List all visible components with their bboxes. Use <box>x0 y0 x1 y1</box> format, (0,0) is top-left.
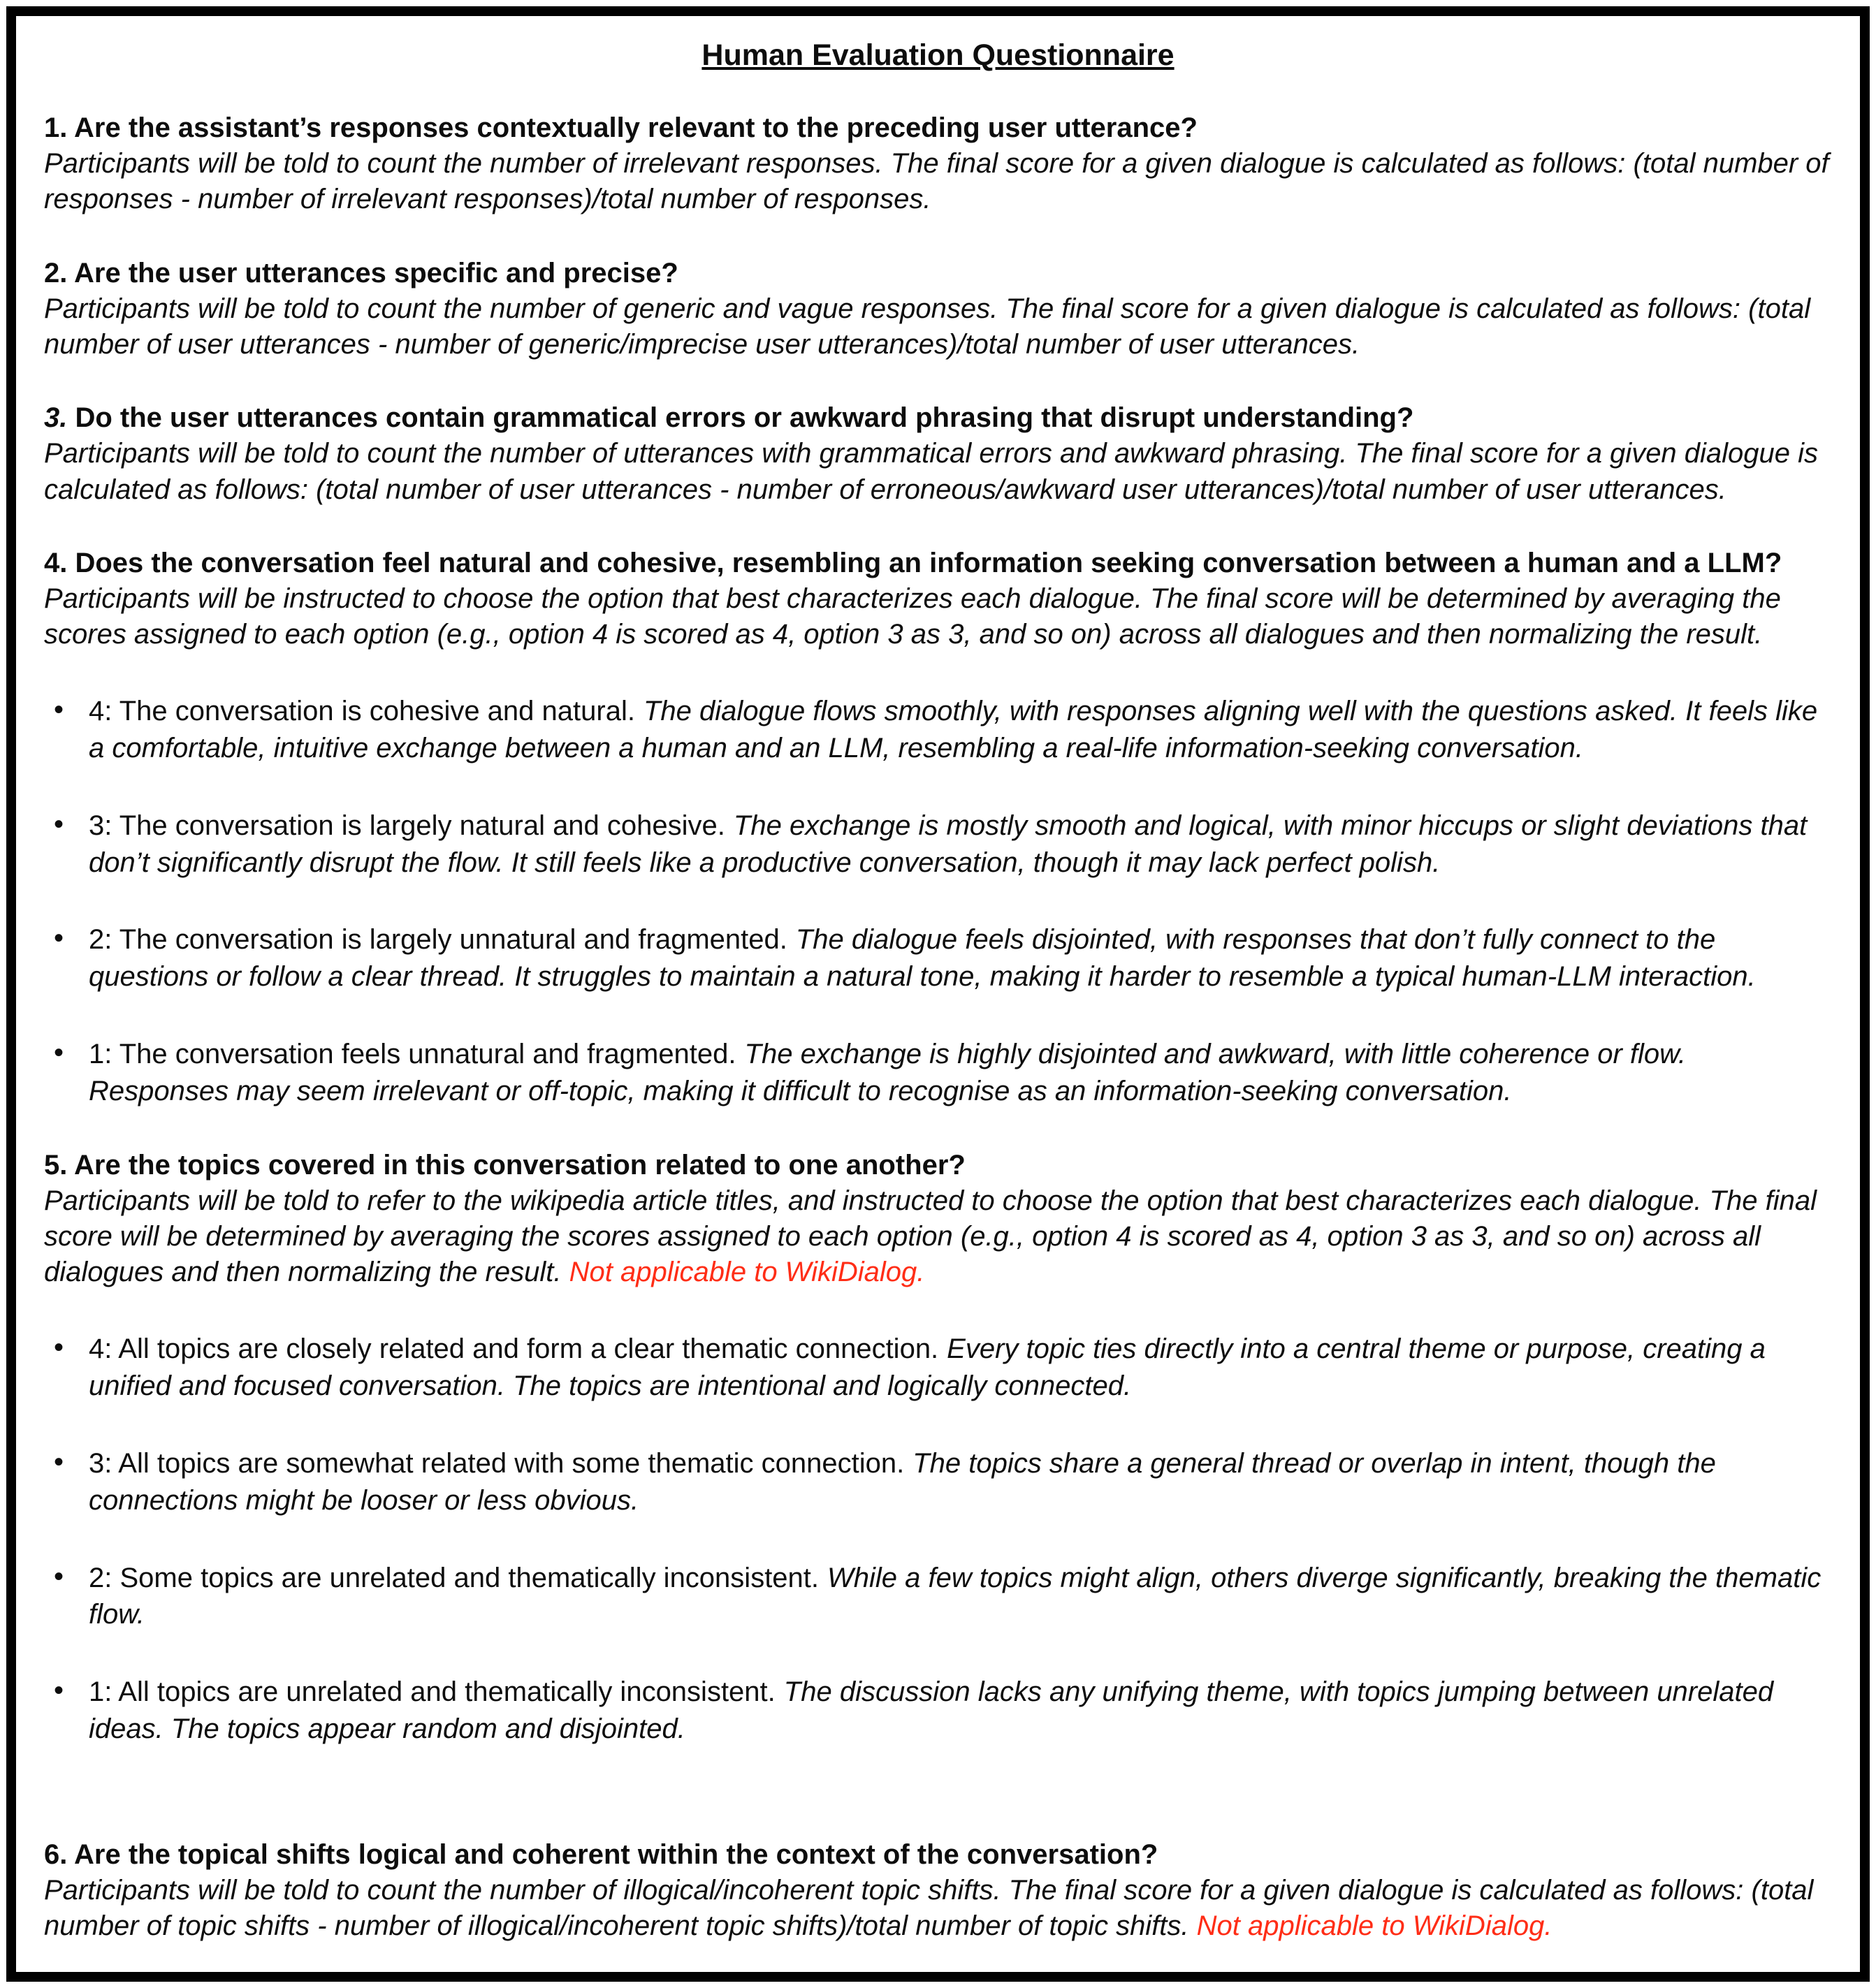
option-4-1 <box>44 1036 1832 1110</box>
option-label: 4: The conversation is cohesive and natural. <box>89 696 635 727</box>
question-4 <box>44 546 1832 1110</box>
question-5 <box>44 1148 1832 1748</box>
option-5-4 <box>44 1331 1832 1405</box>
option-detail: The topics share a general thread or overlap in intent, though the connections might be looser or less obvious. <box>89 1447 1716 1516</box>
not-applicable-note: Not applicable to WikiDialog. <box>569 1257 925 1288</box>
option-detail: Every topic ties directly into a central theme or purpose, creating a unified and focused conversation. The topics are intentional and logically connected. <box>89 1333 1766 1402</box>
question-2-heading <box>44 256 1832 291</box>
bullet-icon: • <box>54 808 64 840</box>
question-6-heading <box>44 1837 1832 1873</box>
question-1 <box>44 110 1832 218</box>
bullet-icon: • <box>54 1332 64 1364</box>
page-title: Human Evaluation Questionnaire <box>701 38 1175 72</box>
question-2-description-text: Participants will be told to count the number of generic and vague responses. The final score for a given dialogue is calculated as follows: (total number of user utterances - number of generic/imprecise user utterances)/total number of user utterances. <box>44 293 1811 360</box>
option-detail: The discussion lacks any unifying theme, with topics jumping between unrelated ideas. The topics appear random and disjointed. <box>89 1676 1774 1744</box>
option-label: 3: The conversation is largely natural and cohesive. <box>89 810 725 841</box>
option-5-3 <box>44 1445 1832 1519</box>
question-6-number: 6. <box>44 1839 68 1870</box>
question-6-description <box>44 1873 1832 1944</box>
option-5-2 <box>44 1560 1832 1634</box>
option-4-4 <box>44 693 1832 767</box>
question-3-description-text: Participants will be told to count the number of utterances with grammatical errors and awkward phrasing. The final score for a given dialogue is calculated as follows: (total number of user utterances - number of erroneous/awkward user utterances)/total number of user utterances. <box>44 438 1819 505</box>
option-label: 1: The conversation feels unnatural and fragmented. <box>89 1039 736 1070</box>
question-1-number: 1. <box>44 112 68 143</box>
option-label: 3: All topics are somewhat related with some thematic connection. <box>89 1447 905 1479</box>
question-3-heading <box>44 400 1832 436</box>
option-detail: The dialogue flows smoothly, with responses aligning well with the questions asked. It feels like a comfortable, intuitive exchange between a human and an LLM, resembling a real-life information-seeking conversation. <box>89 696 1818 764</box>
bullet-icon: • <box>54 1446 64 1477</box>
question-4-heading <box>44 546 1832 581</box>
question-2-heading-text: Are the user utterances specific and precise? <box>74 257 678 288</box>
option-detail: The dialogue feels disjointed, with responses that don’t fully connect to the questions or follow a clear thread. It struggles to maintain a natural tone, making it harder to resemble a typical human-LLM interaction. <box>89 924 1756 993</box>
option-4-3 <box>44 807 1832 882</box>
bullet-icon: • <box>54 1561 64 1592</box>
option-label: 4: All topics are closely related and form a clear thematic connection. <box>89 1333 939 1365</box>
question-6-heading-text: Are the topical shifts logical and coherent within the context of the conversation? <box>74 1839 1158 1870</box>
question-1-description-text: Participants will be told to count the number of irrelevant responses. The final score for a given dialogue is calculated as follows: (total number of responses - number of irrelevant responses)/total number of responses. <box>44 148 1829 215</box>
question-2-description <box>44 291 1832 363</box>
question-3-heading-text: Do the user utterances contain grammatical errors or awkward phrasing that disrupt understanding? <box>75 402 1414 434</box>
question-2-number: 2. <box>44 257 68 288</box>
question-5-options <box>44 1331 1832 1747</box>
bullet-icon: • <box>54 923 64 954</box>
question-2 <box>44 256 1832 363</box>
option-label: 2: The conversation is largely unnatural and fragmented. <box>89 924 787 956</box>
question-1-description <box>44 146 1832 217</box>
bullet-icon: • <box>54 1675 64 1706</box>
option-label: 1: All topics are unrelated and thematically inconsistent. <box>89 1676 776 1708</box>
question-6 <box>44 1837 1832 1945</box>
option-label: 2: Some topics are unrelated and thematically inconsistent. <box>89 1562 820 1593</box>
question-1-heading <box>44 110 1832 146</box>
question-4-description-text: Participants will be instructed to choose the option that best characterizes each dialogue. The final score will be determined by averaging the scores assigned to each option (e.g., option 4 is scored as 4, option 3 as 3, and so on) across all dialogues and then normalizing the result. <box>44 583 1781 650</box>
question-6-description-text: Participants will be told to count the number of illogical/incoherent topic shifts. The final score for a given dialogue is calculated as follows: (total number of topic shifts - number of illogical/incoherent topic shifts)/total number of topic shifts. <box>44 1874 1814 1942</box>
question-5-number: 5. <box>44 1149 68 1181</box>
option-4-2 <box>44 921 1832 995</box>
question-3-number: 3. <box>44 402 68 434</box>
option-detail: The exchange is mostly smooth and logical, with minor hiccups or slight deviations that don’t significantly disrupt the flow. It still feels like a productive conversation, though it may lack perfect polish. <box>89 810 1808 878</box>
question-4-description <box>44 581 1832 652</box>
question-3 <box>44 400 1832 508</box>
option-detail: The exchange is highly disjointed and awkward, with little coherence or flow. Responses may seem irrelevant or off-topic, making it difficult to recognise as an information-seeking conversation. <box>89 1039 1686 1106</box>
bullet-icon: • <box>54 694 64 726</box>
question-5-heading-text: Are the topics covered in this conversation related to one another? <box>74 1149 966 1181</box>
option-detail: While a few topics might align, others diverge significantly, breaking the thematic flow. <box>89 1562 1822 1630</box>
not-applicable-note: Not applicable to WikiDialog. <box>1196 1910 1553 1942</box>
question-5-description-text: Participants will be told to refer to the wikipedia article titles, and instructed to choose the option that best characterizes each dialogue. The final score will be determined by averaging the scores assigned to each option (e.g., option 4 is scored as 4, option 3 as 3, and so on) across all dialogues and then normalizing the result. <box>44 1185 1817 1288</box>
question-5-heading <box>44 1148 1832 1183</box>
question-4-heading-text: Does the conversation feel natural and cohesive, resembling an information seeking conversation between a human and a LLM? <box>75 547 1782 578</box>
question-4-number: 4. <box>44 547 68 578</box>
questionnaire-frame <box>6 6 1870 1982</box>
option-5-1 <box>44 1674 1832 1748</box>
question-5-description <box>44 1183 1832 1291</box>
question-1-heading-text: Are the assistant’s responses contextually relevant to the preceding user utterance? <box>74 112 1198 143</box>
question-3-description <box>44 436 1832 507</box>
bullet-icon: • <box>54 1037 64 1069</box>
question-4-options <box>44 693 1832 1109</box>
